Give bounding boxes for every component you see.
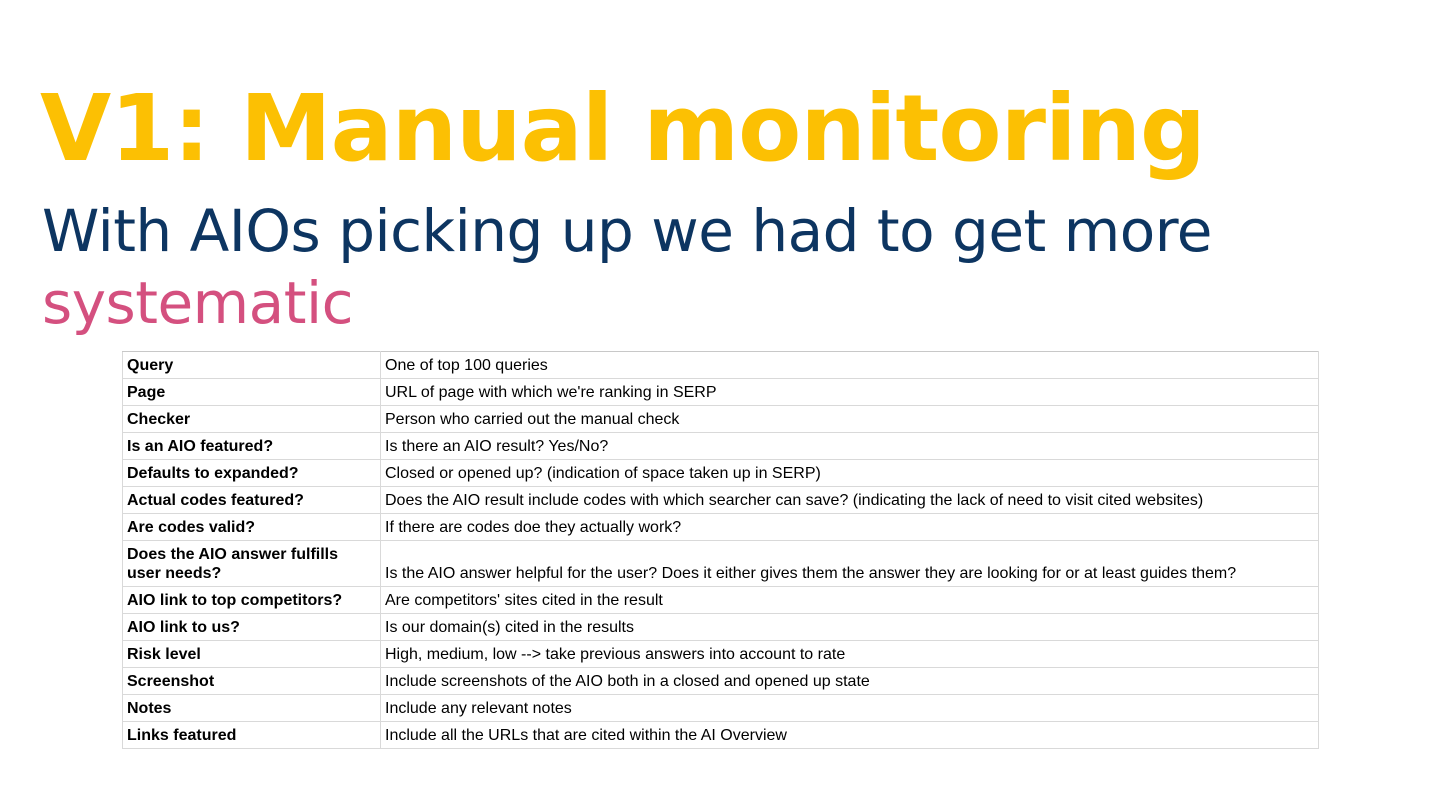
field-cell: Screenshot (123, 668, 381, 695)
table-row (123, 352, 1319, 379)
description-cell: One of top 100 queries (381, 352, 1319, 379)
slide-subtitle (42, 195, 1382, 339)
field-cell: Query (123, 352, 381, 379)
table-row (123, 722, 1319, 749)
description-cell: Person who carried out the manual check (381, 406, 1319, 433)
field-cell: Defaults to expanded? (123, 460, 381, 487)
field-cell: AIO link to us? (123, 614, 381, 641)
table-row (123, 641, 1319, 668)
table-row (123, 541, 1319, 587)
slide-subtitle-text: With AIOs picking up we had to get more (42, 197, 1212, 265)
table-row (123, 433, 1319, 460)
field-cell: Checker (123, 406, 381, 433)
field-cell: Page (123, 379, 381, 406)
description-cell: If there are codes doe they actually work? (381, 514, 1319, 541)
table-row (123, 668, 1319, 695)
description-cell: Include all the URLs that are cited within the AI Overview (381, 722, 1319, 749)
table-row (123, 487, 1319, 514)
description-cell: Does the AIO result include codes with which searcher can save? (indicating the lack of need to visit cited websites) (381, 487, 1319, 514)
slide-title: V1: Manual monitoring (40, 75, 1205, 182)
description-cell: Closed or opened up? (indication of space taken up in SERP) (381, 460, 1319, 487)
field-cell: Does the AIO answer fulfills user needs? (123, 541, 381, 587)
description-cell: Is our domain(s) cited in the results (381, 614, 1319, 641)
table-row (123, 514, 1319, 541)
slide-subtitle-accent: systematic (42, 269, 353, 337)
description-cell: Is there an AIO result? Yes/No? (381, 433, 1319, 460)
field-cell: Is an AIO featured? (123, 433, 381, 460)
table-row (123, 587, 1319, 614)
table-row (123, 695, 1319, 722)
description-cell: Are competitors' sites cited in the result (381, 587, 1319, 614)
field-cell: Links featured (123, 722, 381, 749)
table-row (123, 460, 1319, 487)
description-cell: URL of page with which we're ranking in SERP (381, 379, 1319, 406)
field-cell: Actual codes featured? (123, 487, 381, 514)
checklist-table-container (122, 351, 1318, 749)
table-row (123, 614, 1319, 641)
description-cell: Include screenshots of the AIO both in a closed and opened up state (381, 668, 1319, 695)
checklist-table (122, 351, 1319, 749)
description-cell: Include any relevant notes (381, 695, 1319, 722)
field-cell: Notes (123, 695, 381, 722)
field-cell: Are codes valid? (123, 514, 381, 541)
field-cell: AIO link to top competitors? (123, 587, 381, 614)
field-cell: Risk level (123, 641, 381, 668)
description-cell: Is the AIO answer helpful for the user? Does it either gives them the answer they are looking for or at least guides them? (381, 541, 1319, 587)
table-row (123, 379, 1319, 406)
table-row (123, 406, 1319, 433)
description-cell: High, medium, low --> take previous answers into account to rate (381, 641, 1319, 668)
